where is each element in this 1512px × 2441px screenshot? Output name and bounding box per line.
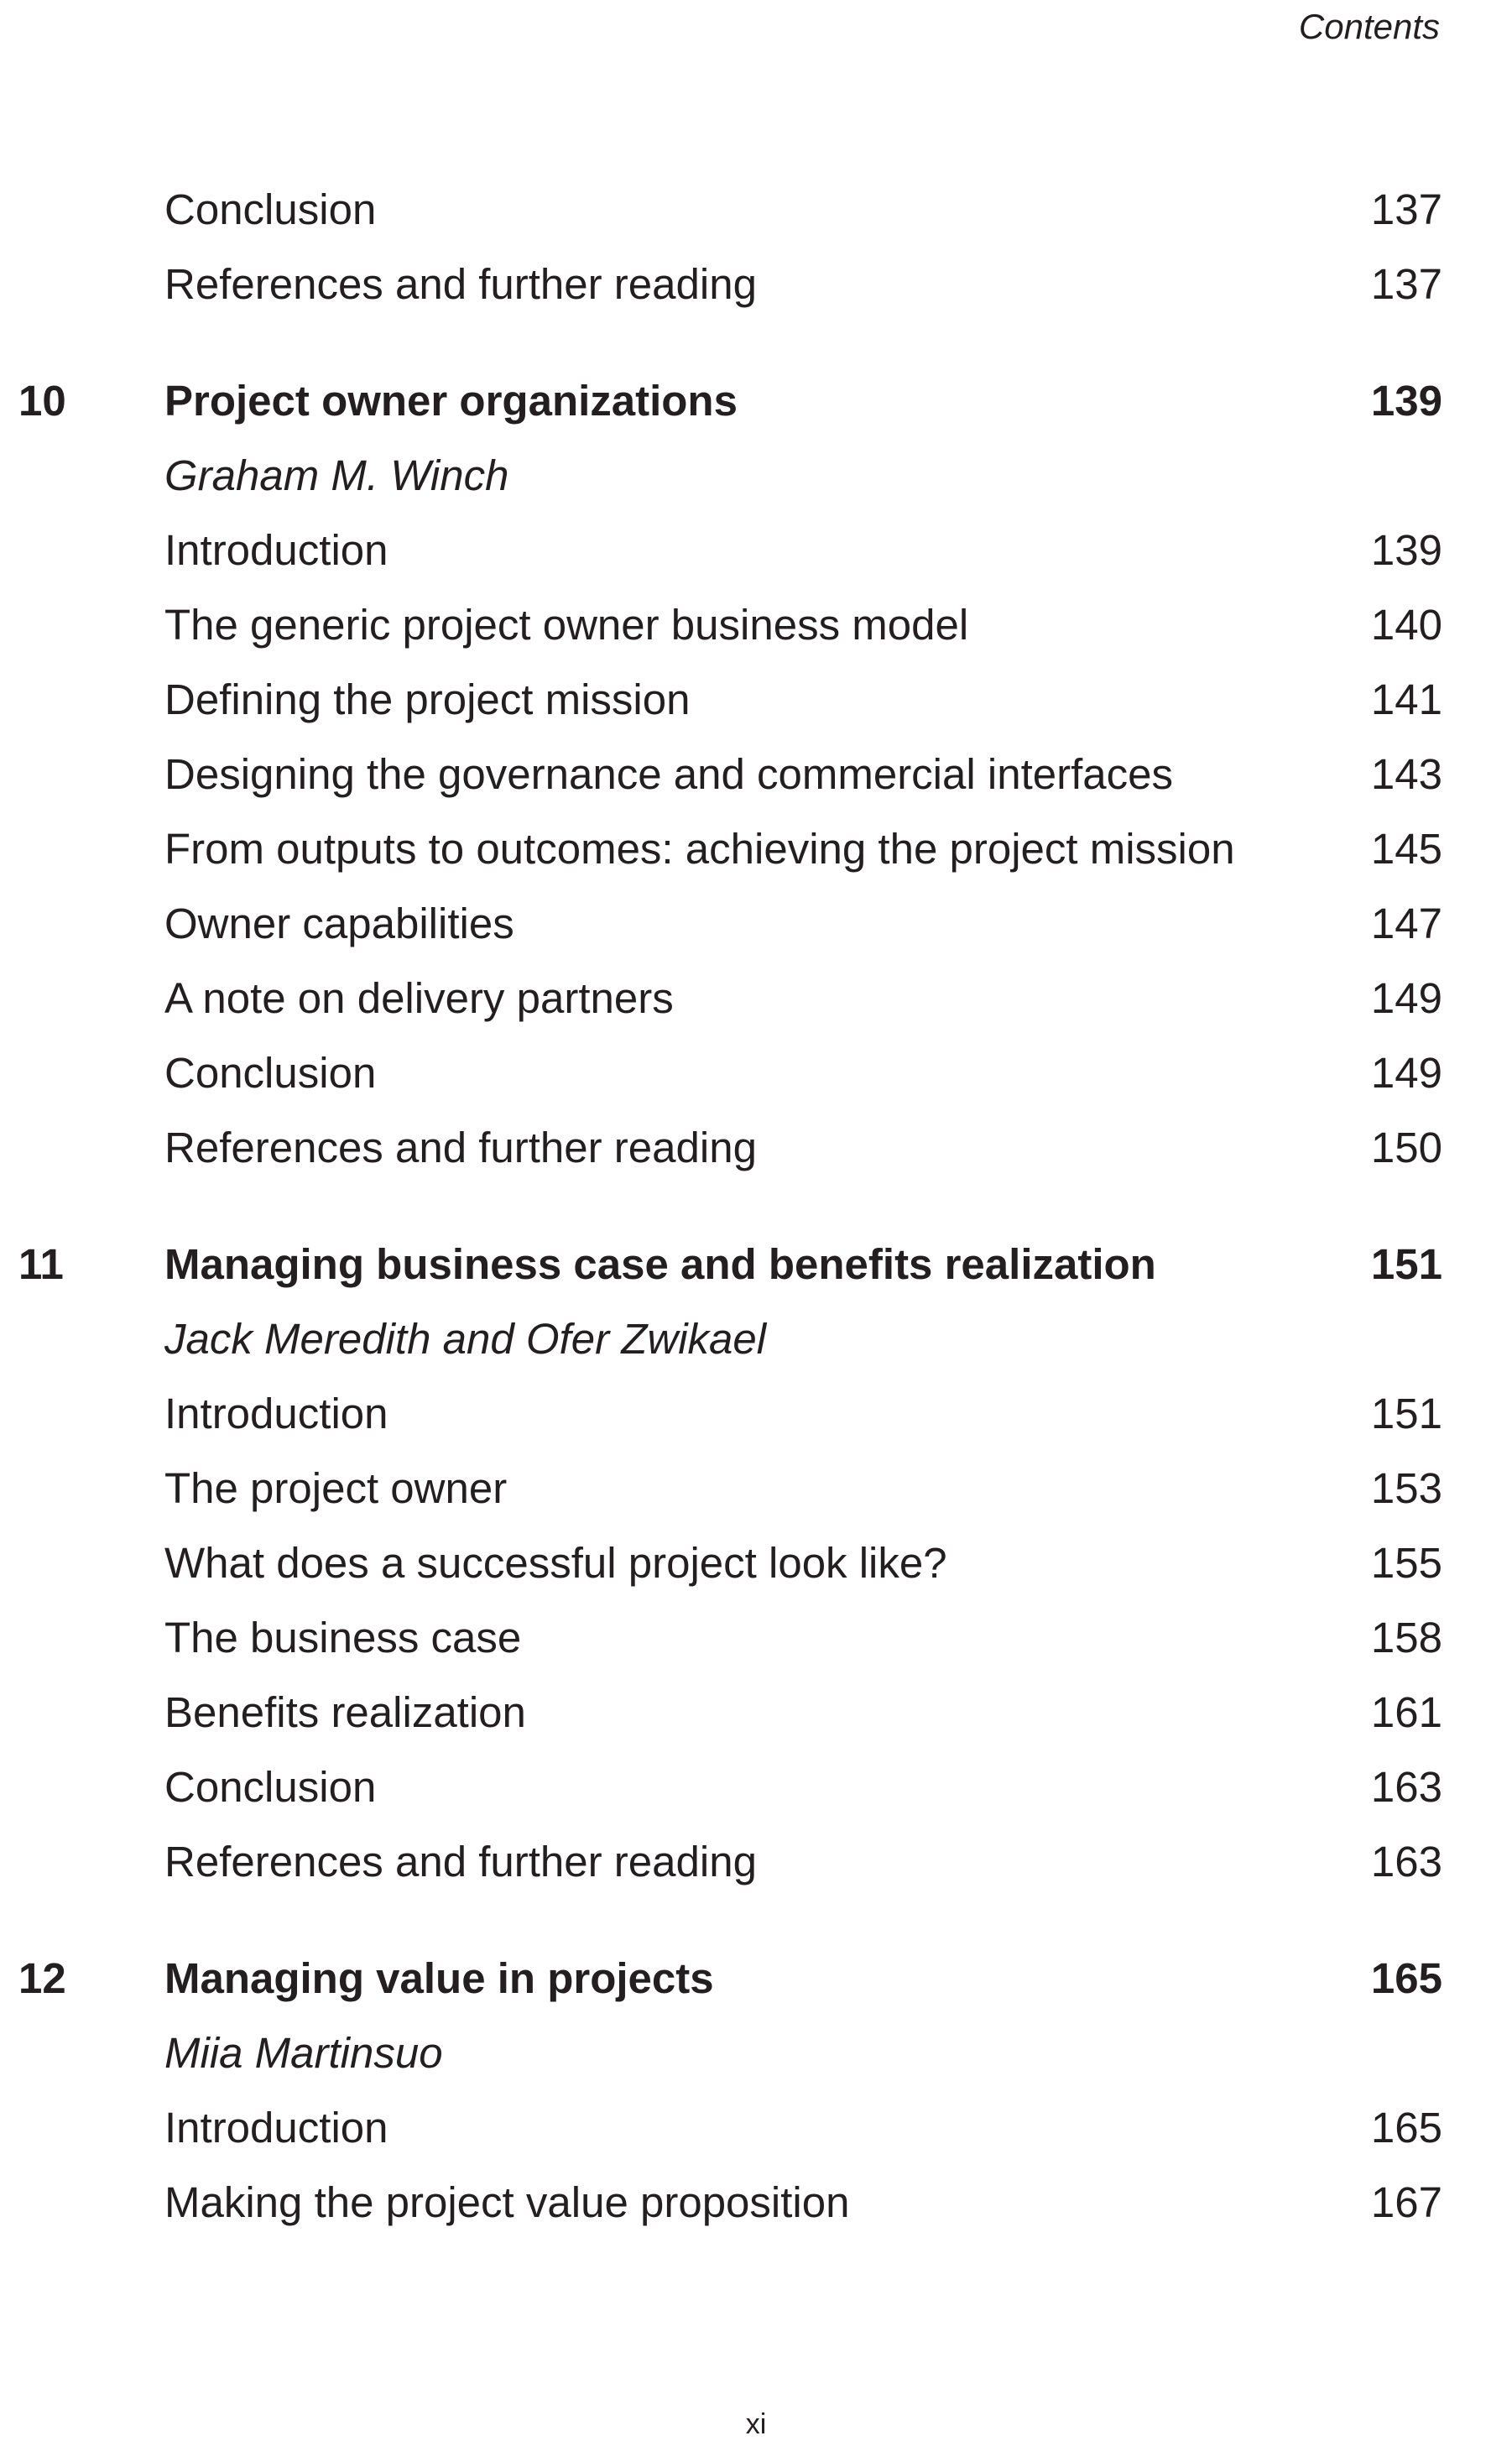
- chapter-heading: [0, 363, 1512, 439]
- author-name: Miia Martinsuo: [164, 2029, 443, 2077]
- toc-entry-page: 151: [1370, 1390, 1442, 1437]
- toc-entry-page: 147: [1370, 900, 1442, 947]
- toc-entry: [0, 1526, 1512, 1601]
- toc-entry-title: The generic project owner business model: [164, 601, 969, 649]
- toc-entry: [0, 587, 1512, 663]
- toc-entry-page: 165: [1370, 2104, 1442, 2152]
- toc-entry-page: 161: [1370, 1688, 1442, 1736]
- toc-entry-page: 143: [1370, 750, 1442, 798]
- chapter-page: 165: [1370, 1954, 1442, 2002]
- toc-entry-page: 149: [1370, 1049, 1442, 1097]
- toc-entry: [0, 1451, 1512, 1526]
- chapter-number: 12: [18, 1954, 66, 2002]
- toc-entry: [0, 1750, 1512, 1825]
- chapter-page: 151: [1370, 1240, 1442, 1288]
- toc-entry-title: Introduction: [164, 2104, 388, 2152]
- toc-entry-page: 145: [1370, 825, 1442, 873]
- toc-entry-title: References and further reading: [164, 1838, 757, 1886]
- chapter-number: 11: [18, 1240, 64, 1288]
- toc-entry: [0, 886, 1512, 962]
- toc-entry-page: 163: [1370, 1838, 1442, 1886]
- toc-entry-page: 167: [1370, 2178, 1442, 2226]
- chapter-number: 10: [18, 377, 66, 425]
- author-name: Graham M. Winch: [164, 451, 509, 499]
- toc-entry: [0, 513, 1512, 588]
- toc-entry-page: 150: [1370, 1124, 1442, 1171]
- toc-entry-page: 140: [1370, 601, 1442, 649]
- toc-entry-page: 137: [1370, 260, 1442, 308]
- toc-entry: [0, 2090, 1512, 2166]
- chapter-title: Managing value in projects: [164, 1954, 714, 2002]
- toc-entry: [0, 1600, 1512, 1676]
- chapter-author: [0, 438, 1512, 514]
- chapter-title: Managing business case and benefits realization: [164, 1240, 1156, 1288]
- toc-entry-page: 139: [1370, 526, 1442, 574]
- author-name: Jack Meredith and Ofer Zwikael: [164, 1315, 767, 1363]
- toc-entry-title: Designing the governance and commercial interfaces: [164, 750, 1173, 798]
- toc-entry: [0, 737, 1512, 812]
- toc-entry: [0, 1675, 1512, 1750]
- toc-entry-title: Introduction: [164, 1390, 388, 1437]
- toc-entry-title: Benefits realization: [164, 1688, 526, 1736]
- toc-entry-page: 149: [1370, 974, 1442, 1022]
- toc-entry-title: Owner capabilities: [164, 900, 514, 947]
- chapter-author: [0, 1301, 1512, 1377]
- toc-entry-page: 137: [1370, 185, 1442, 233]
- toc-entry-title: The project owner: [164, 1464, 508, 1512]
- toc-entry-page: 158: [1370, 1614, 1442, 1661]
- toc-entry-page: 163: [1370, 1763, 1442, 1811]
- chapter-heading: [0, 1941, 1512, 2016]
- toc-entry-title: Defining the project mission: [164, 675, 691, 723]
- chapter-title: Project owner organizations: [164, 377, 738, 425]
- toc-entry-title: References and further reading: [164, 260, 757, 308]
- toc-entry-title: The business case: [164, 1614, 522, 1661]
- toc-entry-title: Conclusion: [164, 1763, 377, 1811]
- toc-entry: [0, 247, 1512, 322]
- toc-entry-title: A note on delivery partners: [164, 974, 674, 1022]
- toc-entry-title: Making the project value proposition: [164, 2178, 850, 2226]
- toc-entry-title: From outputs to outcomes: achieving the project mission: [164, 825, 1235, 873]
- toc-entry: [0, 172, 1512, 248]
- chapter-heading: [0, 1227, 1512, 1302]
- page-number: xi: [745, 2408, 767, 2440]
- toc-entry: [0, 1376, 1512, 1452]
- toc-entry: [0, 2165, 1512, 2240]
- chapter-author: [0, 2016, 1512, 2091]
- toc-entry: [0, 662, 1512, 738]
- toc-entry-page: 155: [1370, 1539, 1442, 1587]
- toc-entry-page: 153: [1370, 1464, 1442, 1512]
- chapter-page: 139: [1370, 377, 1442, 425]
- toc-entry: [0, 1035, 1512, 1111]
- toc-entry-title: Introduction: [164, 526, 388, 574]
- toc-entry: [0, 811, 1512, 887]
- toc-entry-page: 141: [1370, 675, 1442, 723]
- toc-entry: [0, 1824, 1512, 1900]
- toc-entry-title: Conclusion: [164, 1049, 377, 1097]
- running-head: Contents: [1298, 7, 1440, 46]
- toc-entry-title: Conclusion: [164, 185, 377, 233]
- toc-entry-title: What does a successful project look like?: [164, 1539, 947, 1587]
- toc-entry: [0, 961, 1512, 1036]
- toc-entry: [0, 1110, 1512, 1186]
- toc-entry-title: References and further reading: [164, 1124, 757, 1171]
